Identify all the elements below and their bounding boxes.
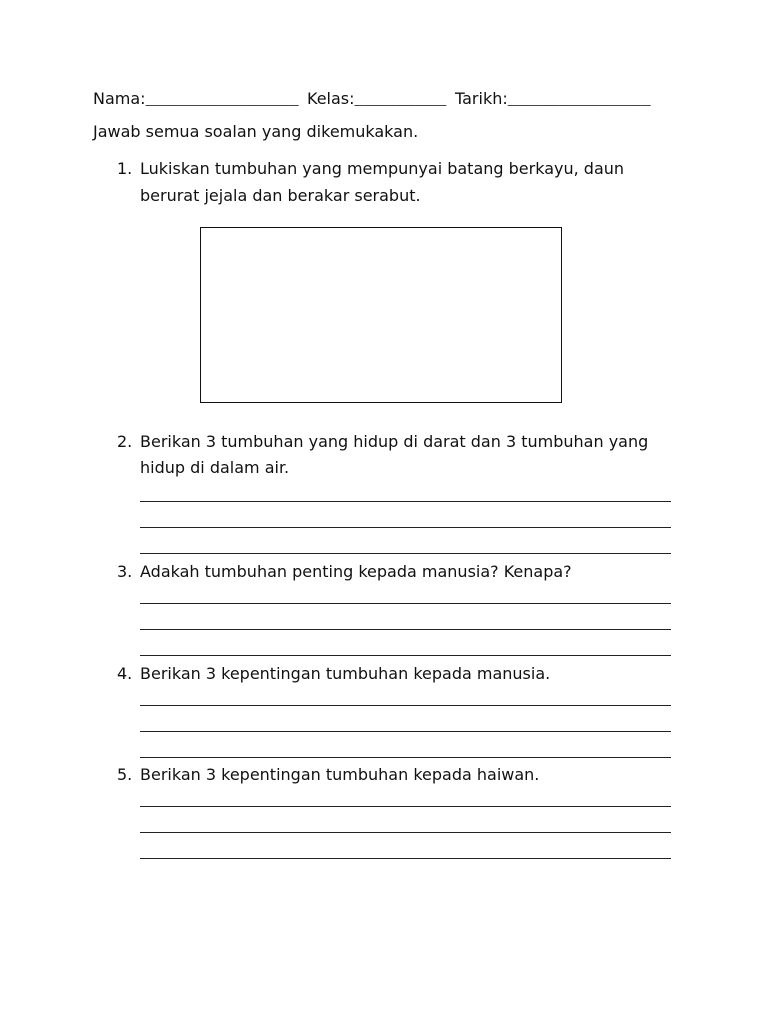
drawing-box	[200, 227, 562, 403]
answer-line	[140, 603, 671, 604]
answer-line	[140, 553, 671, 554]
question-number: 3.	[117, 562, 133, 581]
question-text: Adakah tumbuhan penting kepada manusia? Kenapa?	[140, 562, 572, 581]
answer-line	[140, 655, 671, 656]
answer-line	[140, 527, 671, 528]
tarikh-field	[455, 89, 651, 111]
nama-blank: _______________	[145, 91, 299, 110]
tarikh-blank: ______________	[507, 91, 651, 110]
answer-line	[140, 757, 671, 758]
question-number: 1.	[117, 159, 133, 178]
tarikh-label: Tarikh:	[455, 89, 508, 108]
question-text: hidup di dalam air.	[140, 458, 290, 477]
answer-line	[140, 705, 671, 706]
question-text: berurat jejala dan berakar serabut.	[140, 186, 421, 205]
question-text: Berikan 3 tumbuhan yang hidup di darat dan 3 tumbuhan yang	[140, 432, 649, 451]
kelas-blank: _________	[354, 91, 447, 110]
question-text: Berikan 3 kepentingan tumbuhan kepada manusia.	[140, 664, 551, 683]
question-number: 4.	[117, 664, 133, 683]
answer-line	[140, 731, 671, 732]
question-text: Berikan 3 kepentingan tumbuhan kepada haiwan.	[140, 765, 540, 784]
kelas-field	[307, 89, 446, 111]
answer-line	[140, 501, 671, 502]
nama-field	[93, 89, 299, 111]
question-number: 5.	[117, 765, 133, 784]
kelas-label: Kelas:	[307, 89, 355, 108]
nama-label: Nama:	[93, 89, 146, 108]
instruction-text: Jawab semua soalan yang dikemukakan.	[93, 122, 419, 141]
question-number: 2.	[117, 432, 133, 451]
answer-line	[140, 806, 671, 807]
answer-line	[140, 858, 671, 859]
answer-line	[140, 629, 671, 630]
answer-line	[140, 832, 671, 833]
question-text: Lukiskan tumbuhan yang mempunyai batang berkayu, daun	[140, 159, 625, 178]
